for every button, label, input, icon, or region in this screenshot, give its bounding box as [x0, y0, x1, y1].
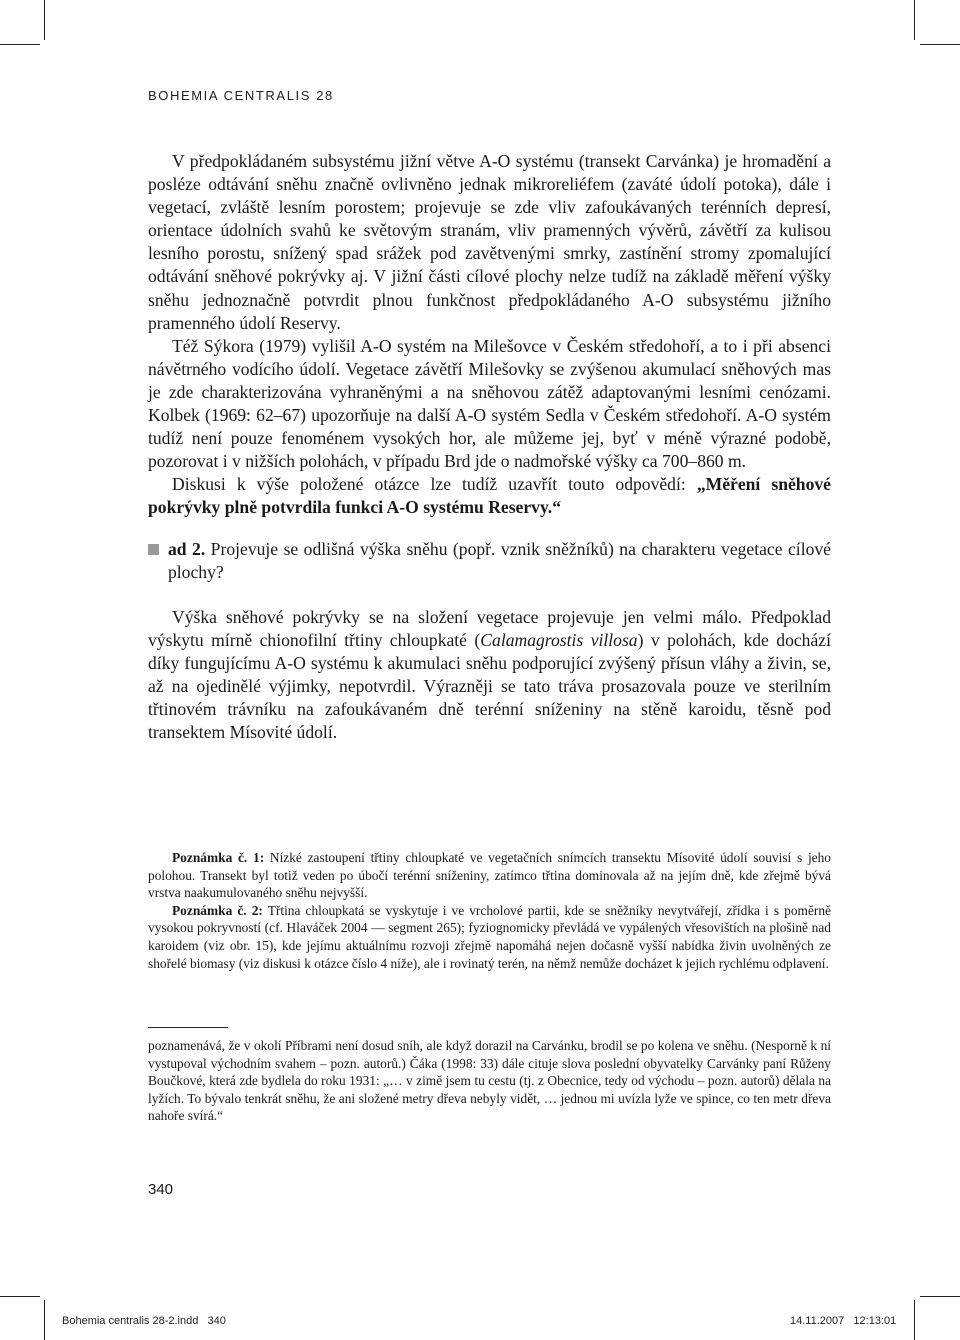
note-label: Poznámka č. 1: [172, 850, 265, 865]
bullet-square-icon [148, 544, 159, 555]
crop-mark [44, 0, 45, 40]
crop-mark [0, 44, 40, 45]
footnote-text: poznamenává, že v okolí Příbrami není dosud sníh, ale když dorazil na Carvánku, brodil se po kolena ve sněhu. (Nesporně k ní vystupoval východním svahem – pozn. autorů.) Čáka (1998: 33) dále cituje slova poslední obyvatelky Carvánky paní Růženy Boučkové, která zde bydlela do roku 1931: „… v zimě jsem tu cestu (tj. z Obecnice, tedy od východu – pozn. autorů) dělala na lyžích. To bývalo tenkrát sněhu, že ani složené metry dřeva nebyly vidět, … jednou mi uvízla lyže ve spince, co ten metr dřeva nahoře svírá.“ [148, 1038, 831, 1124]
crop-mark [920, 44, 960, 45]
note-text: Třtina chloupkatá se vyskytuje i ve vrcholové partii, kde se sněžníky nevytvářejí, zřídka i s poměrně vysokou pokryvností (cf. Hlaváček 2004 — segment 265); fyziognomicky převládá ve vypálených vřesovištích na plošině nad karoidem (viz obr. 15), kde jejímu aktuálnímu rozvoji zřejmě napomáhá nejen dočasně vyšší nabídka živin uvolněných ze shořelé biomasy (viz diskusi k otázce číslo 4 níže), ale i rovinatý terén, na němž nemůže docházet k jejich rychlému odplavení. [148, 902, 831, 971]
note-1 [148, 849, 831, 902]
paragraph-conclusion [148, 473, 831, 519]
notes-block [148, 849, 831, 972]
crop-mark [914, 1300, 915, 1340]
conclusion-bold: „Měření sněhové pokrývky plně potvrdila funkci A-O systému Reservy.“ [148, 474, 831, 518]
crop-mark [914, 0, 915, 40]
running-header: BOHEMIA CENTRALIS 28 [148, 88, 334, 103]
question-text: Projevuje se odlišná výška sněhu (popř. vznik sněžníků) na charakteru vegetace cílové plochy? [168, 538, 831, 582]
paragraph-text: Výška sněhové pokrývky se na složení vegetace projevuje jen velmi málo. Předpoklad výskytu mírně chionofilní třtiny chloupkaté ( [148, 606, 831, 650]
question-label: ad 2. [168, 538, 206, 559]
paragraph: V předpokládaném subsystému jižní větve A-O systému (transekt Carvánka) je hromadění a posléze odtávání sněhu značně ovlivněno jednak mikroreliéfem (zaváté údolí potoka), dále i vegetací, zvláště lesním porostem; projevuje se zde vliv zafoukávaných terénních depresí, orientace údolních svahů ke světovým stranám, vliv pramenných vývěrů, závětří za kulisou lesního porostu, snížený spad srážek pod zavětvenými smrky, zastínění stromy zpomalující odtávání sněhové pokrývky aj. V jižní části cílové plochy nelze tudíž na základě měření výšky sněhu jednoznačně potvrdit plnou funkčnost předpokládaného A-O subsystému jižního pramenného údolí Reservy. [148, 151, 831, 333]
note-label: Poznámka č. 2: [172, 902, 263, 918]
footnote-divider [148, 1027, 228, 1028]
crop-mark [44, 1300, 45, 1340]
page-number: 340 [148, 1181, 174, 1198]
crop-mark [0, 1296, 40, 1297]
paragraph [148, 606, 831, 745]
note-2 [148, 902, 831, 972]
slug-datetime: 14.11.2007 12:13:01 [790, 1315, 897, 1327]
paragraph-text: ) v polohách, kde dochází díky fungujícímu A-O systému k akumulaci sněhu podporující zvýšený přísun vláhy a živin, se, až na ojedinělé výjimky, nepotvrdil. Výrazněji se tato tráva prosazovala pouze ve sterilním třtinovém trávníku na zafoukávaném dně terénní sníženiny na stěně karoidu, těsně pod transektem Mísovité údolí. [148, 629, 831, 743]
conclusion-lead: Diskusi k výše položené otázce lze tudíž uzavřít touto odpovědí: [172, 474, 697, 495]
paragraph: Též Sýkora (1979) vylišil A-O systém na Milešovce v Českém středohoří, a to i při absenci návětrného vodícího údolí. Vegetace závětří Milešovky se zvýšenou akumulací sněhových mas je zde charakterizována vyhraněnými a na sněhovou zátěž adaptovanými lesními cenózami. Kolbek (1969: 62–67) upozorňuje na další A-O systém Sedla v Českém středohoří. A-O systém tudíž není pouze fenoménem vysokých hor, ale můžeme jej, byť v méně výrazné podobě, pozorovat i v nižších polohách, v případu Brd jde o nadmořské výšky ca 700–860 m. [148, 335, 831, 472]
note-text: Nízké zastoupení třtiny chloupkaté ve vegetačních snímcích transektu Mísovité údolí souvisí s jeho polohou. Transekt byl totiž veden po úbočí terénní sníženiny, zatímco třtina dominovala až na jejím dně, kde zřejmě bývá vrstva naakumulovaného sněhu nejvyšší. [148, 850, 832, 901]
question-ad2 [148, 538, 831, 584]
slug-file: Bohemia centralis 28-2.indd 340 [62, 1315, 226, 1327]
crop-mark [920, 1296, 960, 1297]
main-text [148, 150, 831, 744]
species-name: Calamagrostis villosa [480, 629, 638, 650]
